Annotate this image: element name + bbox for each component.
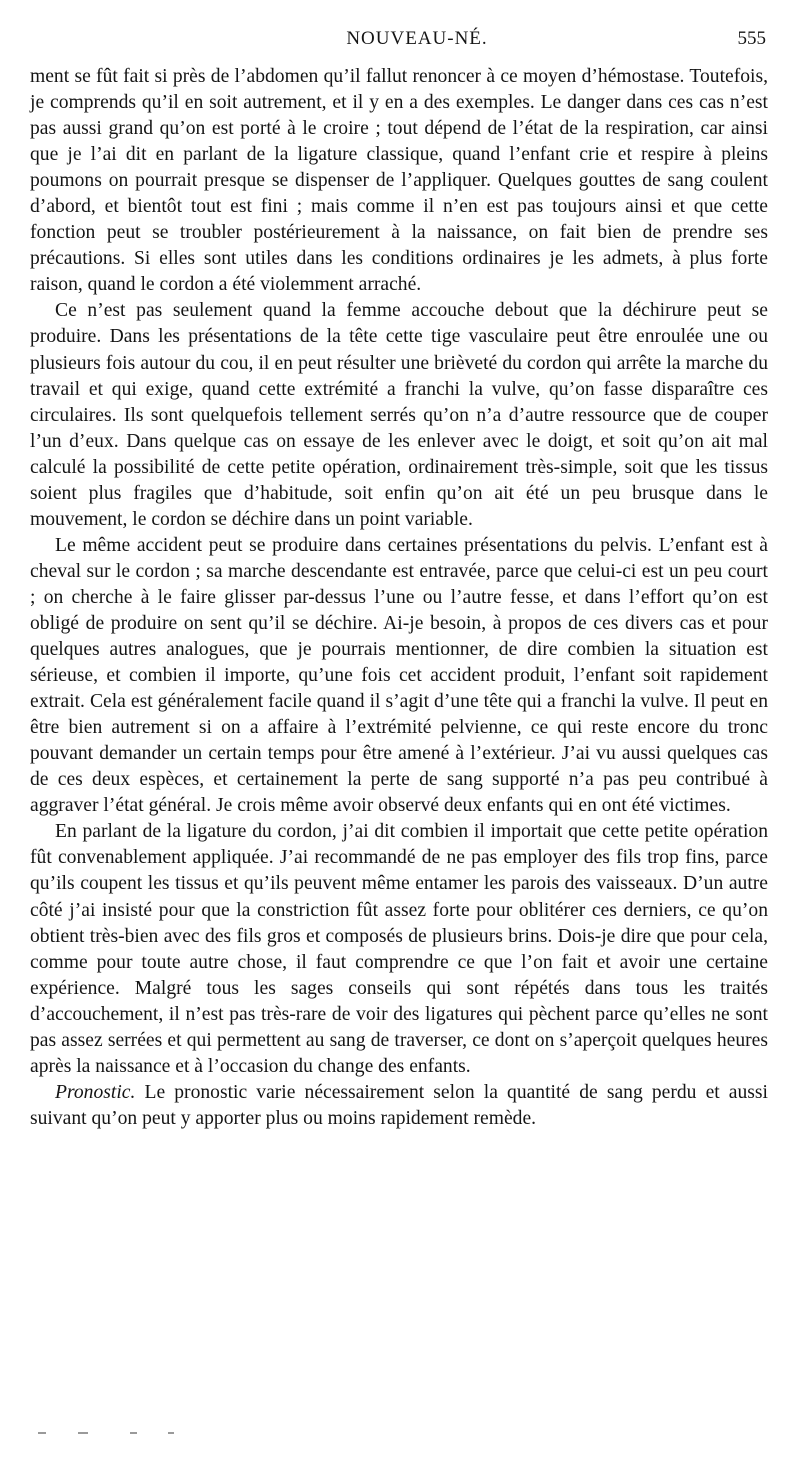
paragraph-cord-tear-head-presentation: Ce n’est pas seulement quand la femme accouche debout que la déchirure peut se produire. Dans les présentations de la tête cette tige vasculaire peut être enroulée une ou plusieurs fois autour du cou, il en peut résulter une brièveté du cordon qui arrête la marche du travail et qui exige, quand cette extrémité a franchi la vulve, qu’on fasse disparaître ces circulaires. Ils sont quelquefois tellement serrés qu’on n’a d’autre ressource que de couper l’un d’eux. Dans quelque cas on essaye de les enlever avec le doigt, et soit qu’on ait mal calculé la possibilité de cette petite opération, ordinairement très-simple, soit que les tissus soient plus fragiles que d’habitude, soit enfin qu’on ait été un peu brusque dans le mouvement, le cordon se déchire dans un point variable. (30, 300, 768, 530)
speck (78, 1432, 88, 1434)
paragraph-pelvic-presentation: Le même accident peut se produire dans certaines présentations du pelvis. L’enfant est à cheval sur le cordon ; sa marche descendante est entravée, parce que celui-ci est un peu court ; on cherche à le faire glisser par-dessus l’une ou l’autre fesse, et dans l’effort qu’on est obligé de produire on sent qu’il se déchire. Ai-je besoin, à propos de ces divers cas et pour quelques autres analogues, que je pourrais mentionner, de dire combien la situation est sérieuse, et combien il importe, qu’une fois cet accident produit, l’enfant soit rapidement extrait. Cela est généralement facile quand il s’agit d’une tête qui a franchi la vulve. Il peut en être bien autrement si on a affaire à l’extrémité pelvienne, ce qui reste encore du tronc pouvant demander un certain temps pour être amené à l’extérieur. J’ai vu aussi quelques cas de ces deux espèces, et certainement la perte de sang supporté n’a pas peu contribué à aggraver l’état général. Je crois même avoir observé deux enfants qui en ont été victimes. (30, 534, 768, 817)
page-number: 555 (737, 28, 766, 49)
pronostic-heading: Pronostic. (55, 1081, 136, 1103)
speck (130, 1432, 137, 1434)
paragraph-continuation: ment se fût fait si près de l’abdomen qu’il fallut renoncer à ce moyen d’hémostase. Toutefois, je comprends qu’il en soit autrement, et il y en a des exemples. Le danger dans ces cas n’est pas aussi grand qu’on est porté à le croire ; tout dépend de l’état de la respiration, car ainsi que je l’ai dit en parlant de la ligature classique, quand l’enfant crie et respire à pleins poumons on pourrait presque se dispenser de l’appliquer. Quelques gouttes de sang coulent d’abord, et bientôt tout est fini ; mais comme il n’en est pas toujours ainsi et que cette fonction peut se troubler postérieurement à la naissance, on fait bien de prendre ses précautions. Si elles sont utiles dans les conditions ordinaires je les admets, à plus forte raison, quand le cordon a été violemment arraché. (30, 66, 768, 296)
paragraph-ligature: En parlant de la ligature du cordon, j’ai dit combien il importait que cette petite opération fût convenablement appliquée. J’ai recommandé de ne pas employer des fils trop fins, parce qu’ils coupent les tissus et qu’ils peuvent même entamer les parois des vaisseaux. D’un autre côté j’ai insisté pour que la constriction fût assez forte pour oblitérer ces derniers, ce qu’on obtient très-bien avec des fils gros et composés de plusieurs brins. Dois-je dire que pour cela, comme pour toute autre chose, il faut comprendre ce que l’on fait et avoir une certaine expérience. Malgré tous les sages conseils qui sont répétés dans tous les traités d’accouchement, il n’est pas très-rare de voir des ligatures qui pèchent parce qu’elles ne sont pas assez serrées et qui permettent au sang de traverser, ce dont on s’aperçoit quelques heures après la naissance et à l’occasion du change des enfants. (30, 821, 768, 1077)
running-title: NOUVEAU-NÉ. (346, 28, 488, 49)
pronostic-text: Le pronostic varie nécessairement selon la quantité de sang perdu et aussi suivant qu’on peut y apporter plus ou moins rapidement remède. (30, 1081, 768, 1129)
speck (168, 1432, 174, 1434)
speck (38, 1432, 46, 1434)
paragraph-pronostic (30, 1080, 768, 1132)
running-header (30, 28, 768, 64)
book-page (30, 28, 768, 1132)
page-specks (38, 1430, 198, 1436)
body-text (30, 64, 768, 1132)
